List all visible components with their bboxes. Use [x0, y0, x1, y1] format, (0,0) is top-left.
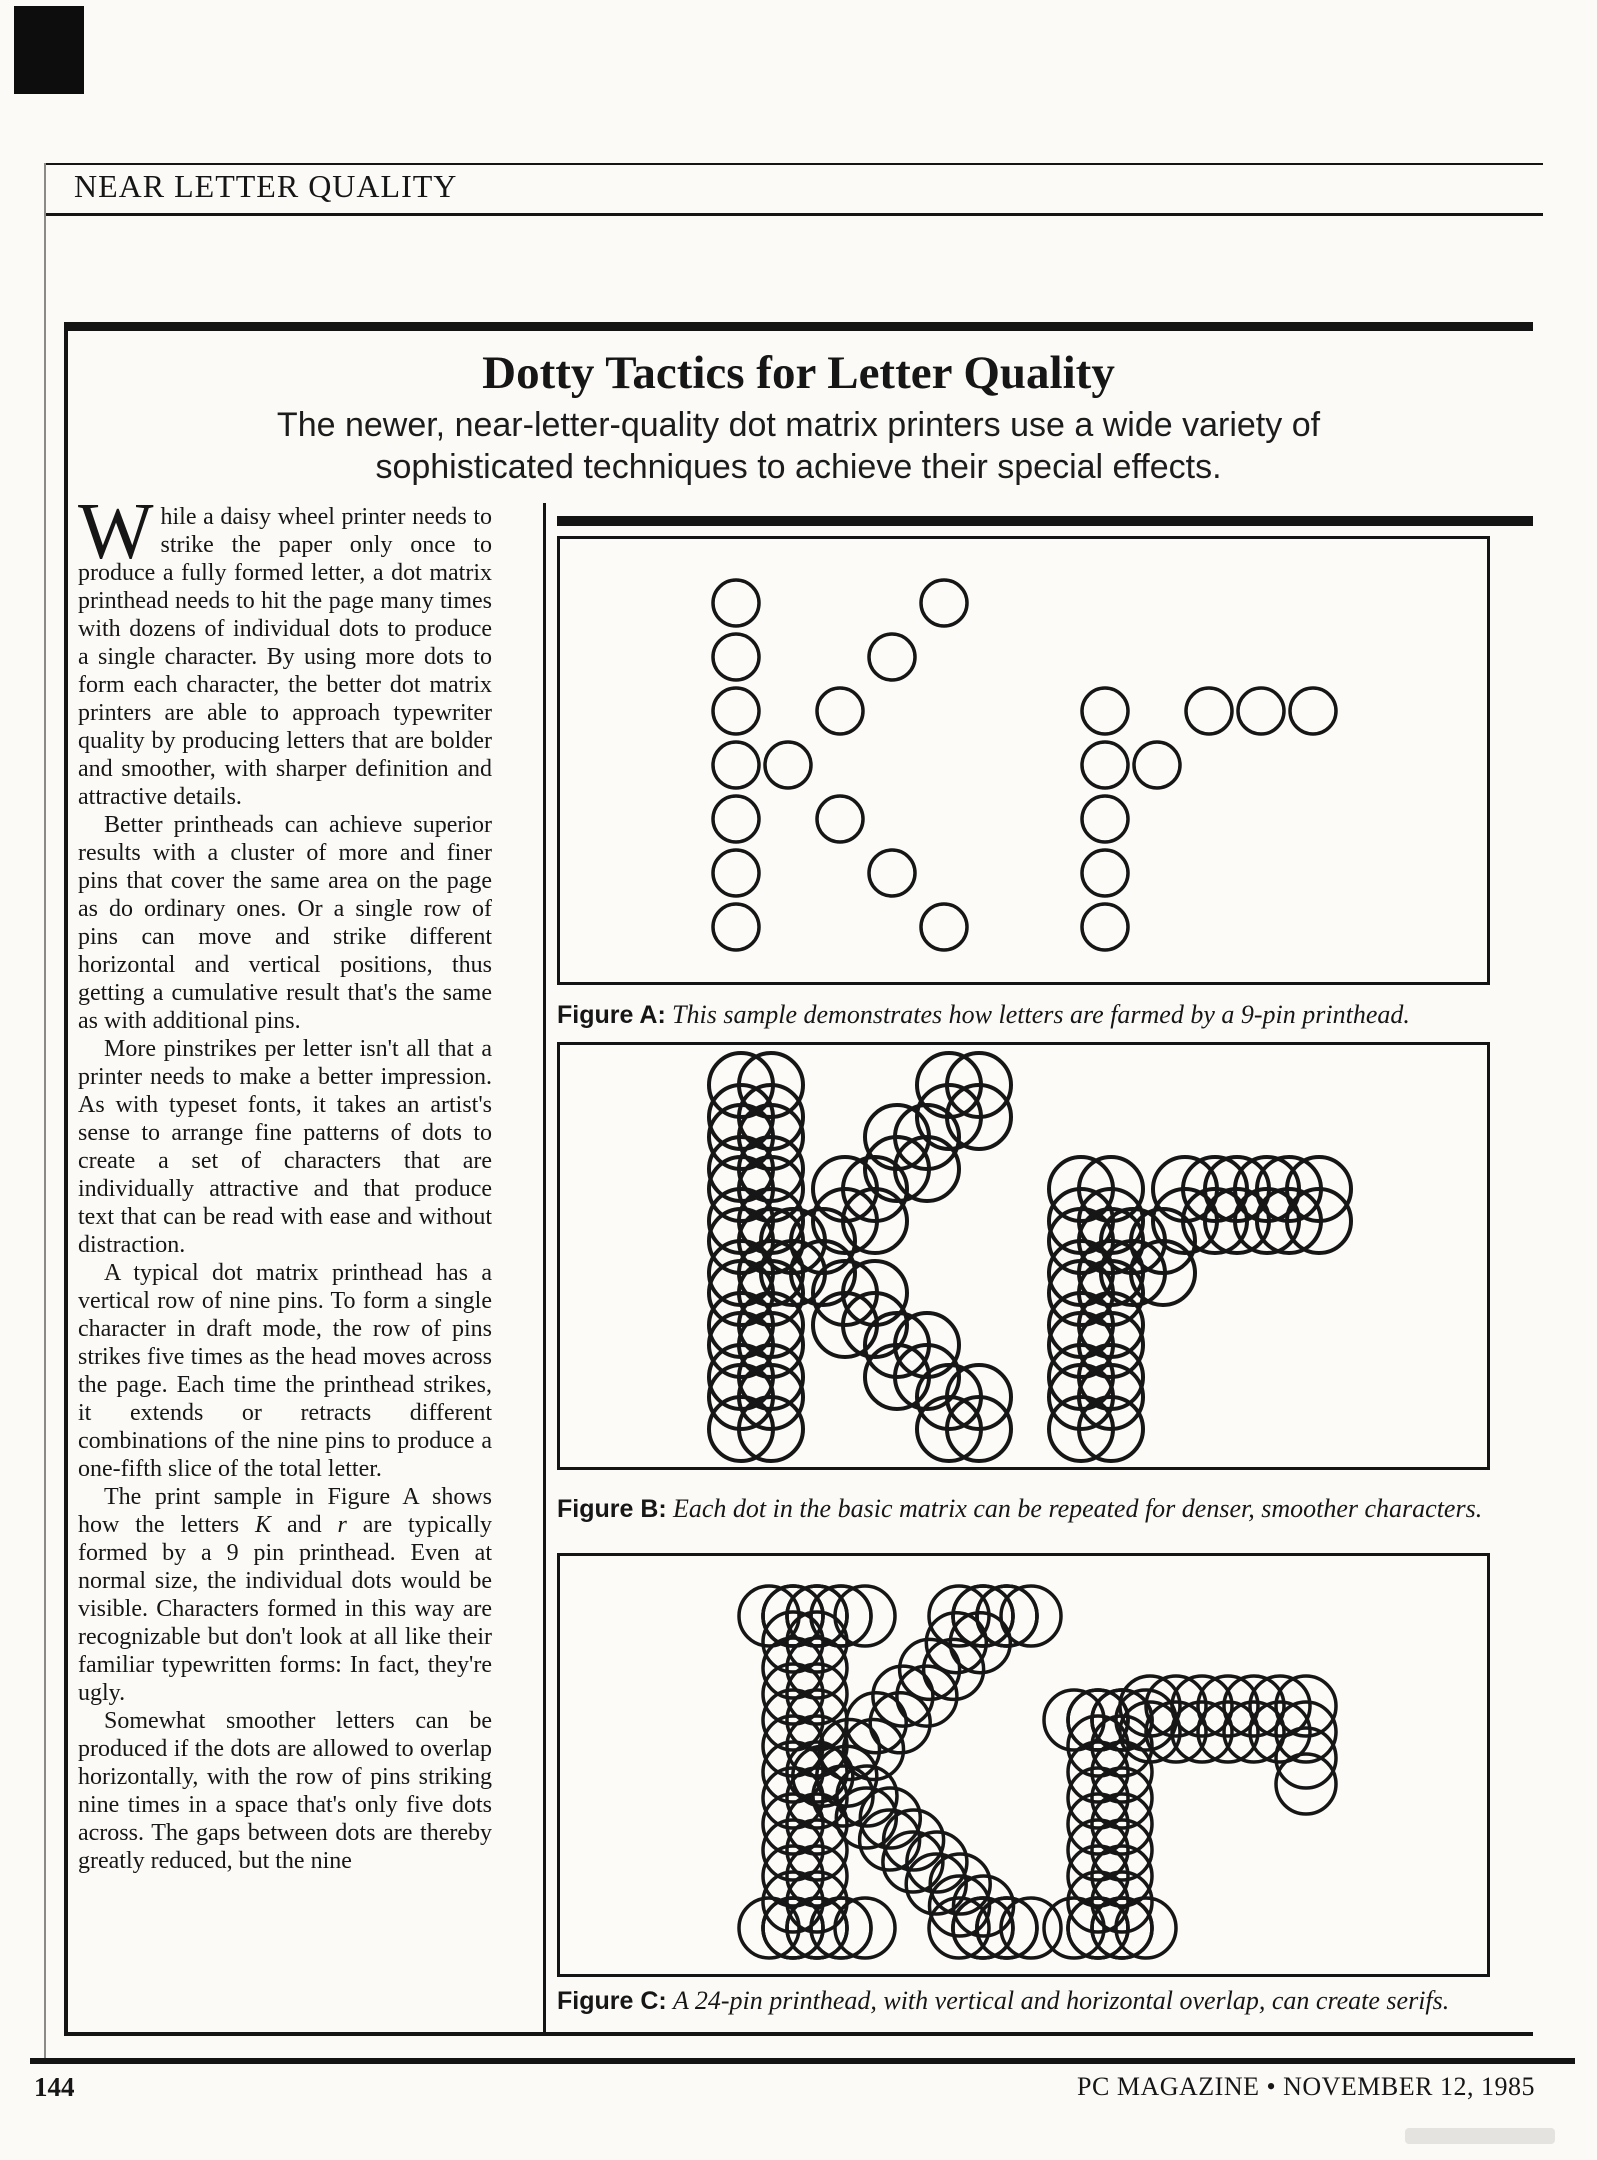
article-title: Dotty Tactics for Letter Quality — [482, 347, 1115, 399]
figure-a-box — [557, 536, 1490, 985]
footer-issue-line: PC MAGAZINE • NOVEMBER 12, 1985 — [1077, 2072, 1535, 2101]
figure-c-box — [557, 1553, 1490, 1977]
article-subtitle-line1: The newer, near-letter-quality dot matrix printers use a wide variety of — [276, 406, 1321, 444]
column-divider — [543, 503, 546, 2032]
figure-a-label: Figure A: — [557, 1001, 666, 1029]
article-paragraphs — [78, 488, 492, 1875]
header-rule-top — [44, 163, 1543, 165]
page-left-border — [44, 163, 46, 2062]
figure-a-caption-text: This sample demonstrates how letters are farmed by a 9-pin printhead. — [672, 1000, 1410, 1029]
figure-c-caption — [557, 1986, 1497, 2016]
figure-c-dot-matrix-art — [560, 1556, 1487, 1974]
registration-mark — [14, 6, 84, 94]
figure-c-caption-text: A 24-pin printhead, with vertical and horizontal overlap, can create serifs. — [672, 1986, 1450, 2015]
figure-c-label: Figure C: — [557, 1987, 667, 2015]
article-bottom-rule — [64, 2032, 1533, 2036]
paragraph: Somewhat smoother letters can be produced if the dots are allowed to overlap horizontally, with the row of pins striking nine times in a space that's only five dots across. The gaps between dots are thereby greatly reduced, but the nine — [78, 1708, 492, 1874]
figure-b-dot-matrix-art — [560, 1045, 1487, 1467]
figure-area-top-bar — [557, 516, 1533, 526]
paragraph: Better printheads can achieve superior results with a cluster of more and finer pins that cover the same area on the page as do ordinary ones. Or a single row of pins can move and strike different horizontal and vertical positions, thus getting a cumulative result that's the same as with additional pins. — [78, 812, 492, 1034]
scan-smudge — [1405, 2128, 1555, 2144]
article-left-border — [64, 322, 68, 2036]
figure-a-caption — [557, 1000, 1497, 1030]
figure-b-caption-text: Each dot in the basic matrix can be repeated for denser, smoother characters. — [672, 1494, 1483, 1523]
drop-cap: W — [78, 488, 154, 576]
article-top-bar — [64, 322, 1533, 331]
paragraph: While a daisy wheel printer needs to strike the paper only once to produce a fully formed letter, a dot matrix printhead needs to hit the page many times with dozens of individual dots to produce a single character. By using more dots to form each character, the better dot matrix printers are able to approach typewriter quality by producing letters that are bolder and smoother, with sharper definition and attractive details. — [78, 488, 492, 810]
figure-a-dot-matrix-art — [560, 539, 1487, 982]
header-rule-bottom — [44, 213, 1543, 216]
footer-page-number: 144 — [34, 2072, 75, 2102]
section-header: NEAR LETTER QUALITY — [74, 168, 458, 204]
figure-b-caption — [557, 1494, 1497, 1524]
figure-b-label: Figure B: — [557, 1495, 667, 1523]
paragraph: The print sample in Figure A shows how the letters K and r are typically formed by a 9 pin printhead. Even at normal size, the individual dots would be visible. Characters formed in this way are recognizable but don't look at all like their familiar typewritten forms: In fact, they're ugly. — [78, 1484, 492, 1706]
footer-rule — [30, 2058, 1575, 2064]
article-subtitle-line2: sophisticated techniques to achieve their special effects. — [375, 448, 1222, 486]
paragraph: A typical dot matrix printhead has a vertical row of nine pins. To form a single character in draft mode, the row of pins strikes five times as the head moves across the page. Each time the printhead strikes, it extends or retracts different combinations of the nine pins to produce a one-fifth slice of the total letter. — [78, 1260, 492, 1482]
figure-b-box — [557, 1042, 1490, 1470]
paragraph: More pinstrikes per letter isn't all that a printer needs to make a better impression. As with typeset fonts, it takes an artist's sense to arrange fine patterns of dots to create a set of characters that are individually attractive and that produce text that can be read with ease and without distraction. — [78, 1036, 492, 1258]
